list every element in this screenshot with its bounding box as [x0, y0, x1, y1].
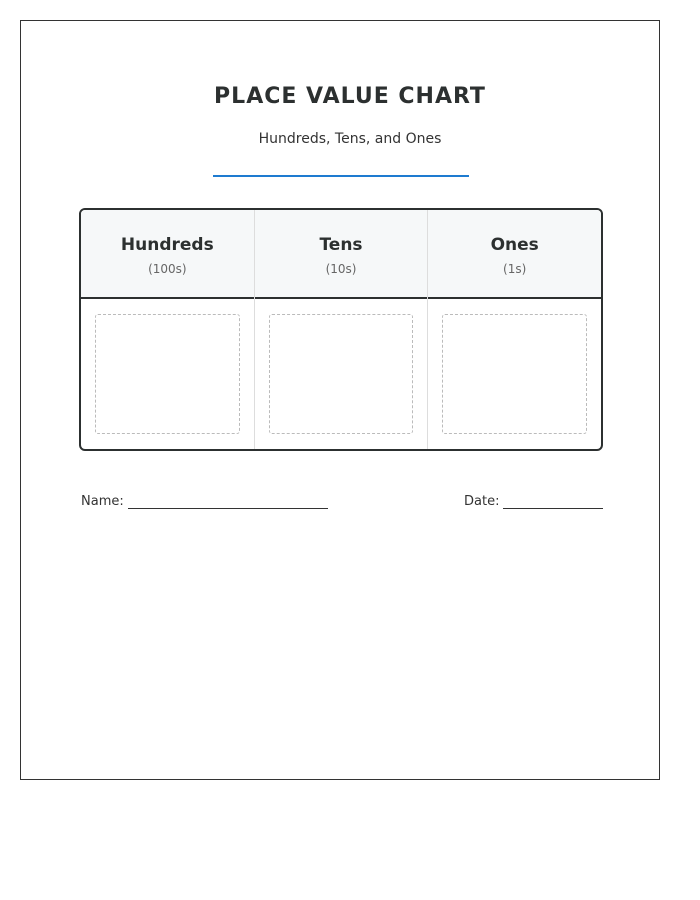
column-sublabel: (1s) [503, 262, 527, 276]
column-ones [428, 210, 601, 449]
column-header [81, 210, 254, 299]
name-field [81, 494, 328, 509]
date-label: Date: [464, 494, 500, 509]
title-divider [213, 175, 469, 177]
column-label: Ones [490, 235, 539, 255]
column-sublabel: (100s) [148, 262, 187, 276]
column-header [255, 210, 428, 299]
answer-box-ones[interactable] [442, 314, 587, 434]
column-tens [255, 210, 429, 449]
column-hundreds [81, 210, 255, 449]
date-field [464, 494, 603, 509]
page-subtitle: Hundreds, Tens, and Ones [258, 131, 442, 147]
name-label: Name: [81, 494, 124, 509]
column-label: Tens [319, 235, 363, 255]
column-label: Hundreds [120, 235, 214, 255]
column-header [428, 210, 601, 299]
answer-box-tens[interactable] [269, 314, 414, 434]
page-title: PLACE VALUE CHART [214, 84, 486, 109]
column-sublabel: (10s) [325, 262, 357, 276]
place-value-table [79, 208, 603, 451]
answer-box-hundreds[interactable] [95, 314, 240, 434]
name-input-line[interactable] [128, 496, 328, 509]
date-input-line[interactable] [503, 496, 603, 509]
